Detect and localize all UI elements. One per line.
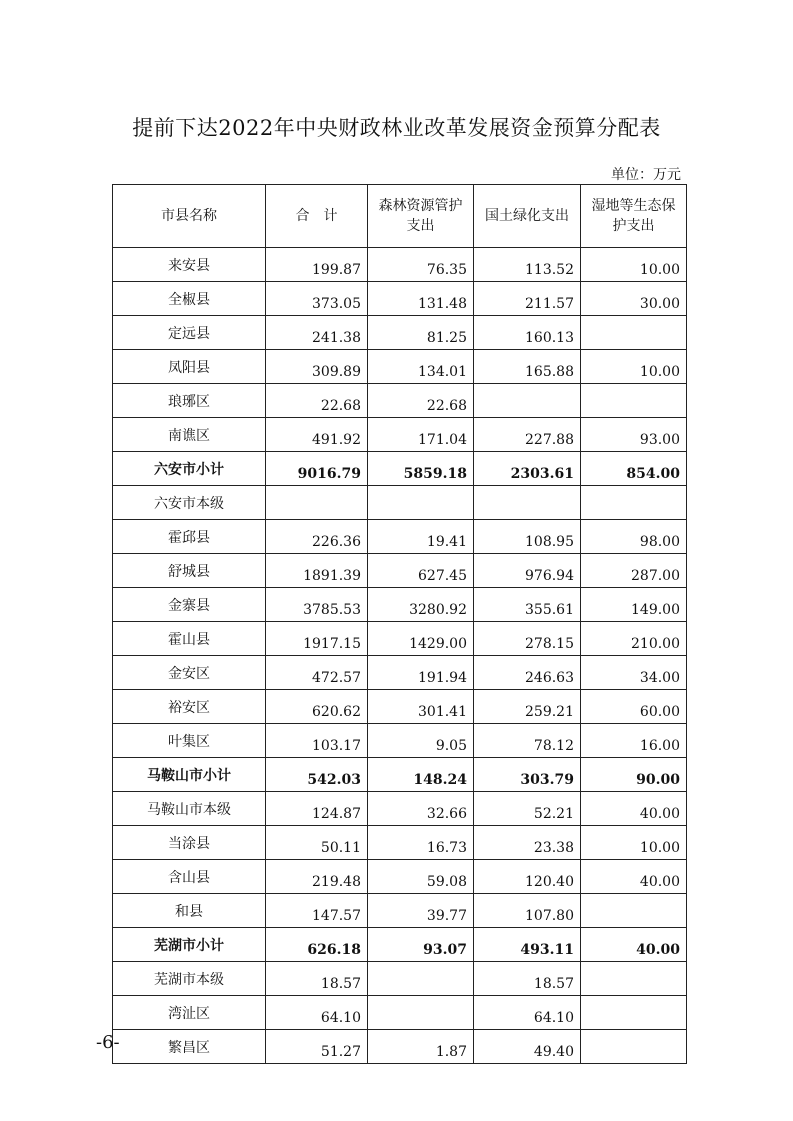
cell-total: 18.57 (266, 962, 368, 996)
cell-total: 64.10 (266, 996, 368, 1030)
table-row (113, 622, 687, 656)
cell-wetland: 40.00 (581, 928, 687, 962)
cell-greening: 78.12 (474, 724, 581, 758)
cell-wetland: 40.00 (581, 860, 687, 894)
cell-greening: 278.15 (474, 622, 581, 656)
cell-wetland (581, 384, 687, 418)
cell-wetland: 93.00 (581, 418, 687, 452)
table-row (113, 384, 687, 418)
cell-county: 含山县 (113, 860, 266, 894)
cell-forest: 76.35 (368, 248, 474, 282)
cell-total: 626.18 (266, 928, 368, 962)
table-row (113, 826, 687, 860)
cell-wetland: 90.00 (581, 758, 687, 792)
cell-county: 叶集区 (113, 724, 266, 758)
subtotal-row (113, 758, 687, 792)
table-header (113, 185, 687, 248)
cell-forest: 19.41 (368, 520, 474, 554)
cell-county: 裕安区 (113, 690, 266, 724)
cell-county: 马鞍山市本级 (113, 792, 266, 826)
cell-county: 当涂县 (113, 826, 266, 860)
cell-total: 1891.39 (266, 554, 368, 588)
header-greening: 国土绿化支出 (474, 185, 581, 248)
cell-wetland (581, 486, 687, 520)
cell-greening: 2303.61 (474, 452, 581, 486)
cell-forest: 301.41 (368, 690, 474, 724)
cell-total: 542.03 (266, 758, 368, 792)
cell-wetland: 98.00 (581, 520, 687, 554)
table-row (113, 486, 687, 520)
cell-forest: 59.08 (368, 860, 474, 894)
cell-wetland (581, 316, 687, 350)
cell-forest: 627.45 (368, 554, 474, 588)
cell-wetland: 40.00 (581, 792, 687, 826)
cell-county: 六安市本级 (113, 486, 266, 520)
cell-total: 219.48 (266, 860, 368, 894)
cell-greening: 976.94 (474, 554, 581, 588)
table-row (113, 792, 687, 826)
cell-forest: 81.25 (368, 316, 474, 350)
cell-forest: 22.68 (368, 384, 474, 418)
header-county: 市县名称 (113, 185, 266, 248)
table-row (113, 350, 687, 384)
cell-wetland: 10.00 (581, 248, 687, 282)
cell-forest: 1429.00 (368, 622, 474, 656)
cell-county: 湾沚区 (113, 996, 266, 1030)
cell-total: 51.27 (266, 1030, 368, 1064)
cell-greening: 259.21 (474, 690, 581, 724)
cell-wetland (581, 996, 687, 1030)
table-row (113, 1030, 687, 1064)
header-forest: 森林资源管护支出 (368, 185, 474, 248)
cell-total: 3785.53 (266, 588, 368, 622)
cell-total: 373.05 (266, 282, 368, 316)
table-body (113, 248, 687, 1064)
cell-greening: 160.13 (474, 316, 581, 350)
cell-county: 和县 (113, 894, 266, 928)
header-total: 合 计 (266, 185, 368, 248)
cell-total: 226.36 (266, 520, 368, 554)
cell-greening: 165.88 (474, 350, 581, 384)
table-row (113, 248, 687, 282)
cell-forest (368, 962, 474, 996)
header-wetland: 湿地等生态保护支出 (581, 185, 687, 248)
page-title: 提前下达2022年中央财政林业改革发展资金预算分配表 (132, 116, 661, 140)
table-row (113, 554, 687, 588)
table-row (113, 894, 687, 928)
cell-county: 繁昌区 (113, 1030, 266, 1064)
cell-total: 124.87 (266, 792, 368, 826)
cell-county: 芜湖市小计 (113, 928, 266, 962)
cell-total: 103.17 (266, 724, 368, 758)
cell-greening: 23.38 (474, 826, 581, 860)
cell-wetland: 34.00 (581, 656, 687, 690)
table-row (113, 996, 687, 1030)
cell-greening (474, 384, 581, 418)
cell-greening: 227.88 (474, 418, 581, 452)
cell-wetland: 854.00 (581, 452, 687, 486)
subtotal-row (113, 928, 687, 962)
table-row (113, 690, 687, 724)
cell-total: 147.57 (266, 894, 368, 928)
cell-forest: 32.66 (368, 792, 474, 826)
cell-total (266, 486, 368, 520)
cell-forest: 134.01 (368, 350, 474, 384)
cell-forest: 93.07 (368, 928, 474, 962)
cell-forest (368, 486, 474, 520)
cell-greening: 107.80 (474, 894, 581, 928)
cell-forest (368, 996, 474, 1030)
cell-greening: 113.52 (474, 248, 581, 282)
cell-wetland: 16.00 (581, 724, 687, 758)
cell-county: 六安市小计 (113, 452, 266, 486)
table-row (113, 724, 687, 758)
cell-county: 全椒县 (113, 282, 266, 316)
cell-wetland: 60.00 (581, 690, 687, 724)
cell-greening: 49.40 (474, 1030, 581, 1064)
cell-total: 199.87 (266, 248, 368, 282)
cell-wetland: 210.00 (581, 622, 687, 656)
cell-wetland: 30.00 (581, 282, 687, 316)
cell-county: 定远县 (113, 316, 266, 350)
cell-county: 金寨县 (113, 588, 266, 622)
cell-greening: 52.21 (474, 792, 581, 826)
cell-forest: 9.05 (368, 724, 474, 758)
header-row (113, 185, 687, 248)
table-row (113, 962, 687, 996)
cell-forest: 1.87 (368, 1030, 474, 1064)
cell-greening: 211.57 (474, 282, 581, 316)
cell-total: 620.62 (266, 690, 368, 724)
cell-greening: 120.40 (474, 860, 581, 894)
cell-county: 金安区 (113, 656, 266, 690)
cell-wetland (581, 962, 687, 996)
cell-forest: 3280.92 (368, 588, 474, 622)
cell-total: 241.38 (266, 316, 368, 350)
page-number: -6- (96, 1032, 120, 1053)
cell-county: 凤阳县 (113, 350, 266, 384)
table-row (113, 418, 687, 452)
cell-greening: 108.95 (474, 520, 581, 554)
cell-greening: 355.61 (474, 588, 581, 622)
unit-label: 单位：万元 (611, 167, 681, 183)
cell-total: 1917.15 (266, 622, 368, 656)
cell-county: 南谯区 (113, 418, 266, 452)
cell-wetland (581, 894, 687, 928)
cell-greening (474, 486, 581, 520)
cell-forest: 171.04 (368, 418, 474, 452)
cell-total: 472.57 (266, 656, 368, 690)
cell-total: 22.68 (266, 384, 368, 418)
table-row (113, 588, 687, 622)
cell-county: 琅琊区 (113, 384, 266, 418)
cell-county: 马鞍山市小计 (113, 758, 266, 792)
cell-county: 芜湖市本级 (113, 962, 266, 996)
cell-forest: 16.73 (368, 826, 474, 860)
cell-total: 491.92 (266, 418, 368, 452)
cell-wetland: 10.00 (581, 350, 687, 384)
allocation-table (112, 184, 687, 1064)
cell-greening: 64.10 (474, 996, 581, 1030)
cell-county: 舒城县 (113, 554, 266, 588)
table-row (113, 520, 687, 554)
cell-wetland: 149.00 (581, 588, 687, 622)
cell-greening: 246.63 (474, 656, 581, 690)
cell-forest: 191.94 (368, 656, 474, 690)
cell-forest: 131.48 (368, 282, 474, 316)
cell-forest: 39.77 (368, 894, 474, 928)
subtotal-row (113, 452, 687, 486)
table-row (113, 316, 687, 350)
cell-wetland (581, 1030, 687, 1064)
cell-county: 霍山县 (113, 622, 266, 656)
cell-wetland: 287.00 (581, 554, 687, 588)
table-row (113, 656, 687, 690)
cell-county: 霍邱县 (113, 520, 266, 554)
cell-total: 309.89 (266, 350, 368, 384)
cell-forest: 148.24 (368, 758, 474, 792)
cell-total: 9016.79 (266, 452, 368, 486)
table-row (113, 860, 687, 894)
cell-greening: 493.11 (474, 928, 581, 962)
table-row (113, 282, 687, 316)
cell-county: 来安县 (113, 248, 266, 282)
cell-total: 50.11 (266, 826, 368, 860)
cell-greening: 18.57 (474, 962, 581, 996)
cell-forest: 5859.18 (368, 452, 474, 486)
cell-greening: 303.79 (474, 758, 581, 792)
cell-wetland: 10.00 (581, 826, 687, 860)
